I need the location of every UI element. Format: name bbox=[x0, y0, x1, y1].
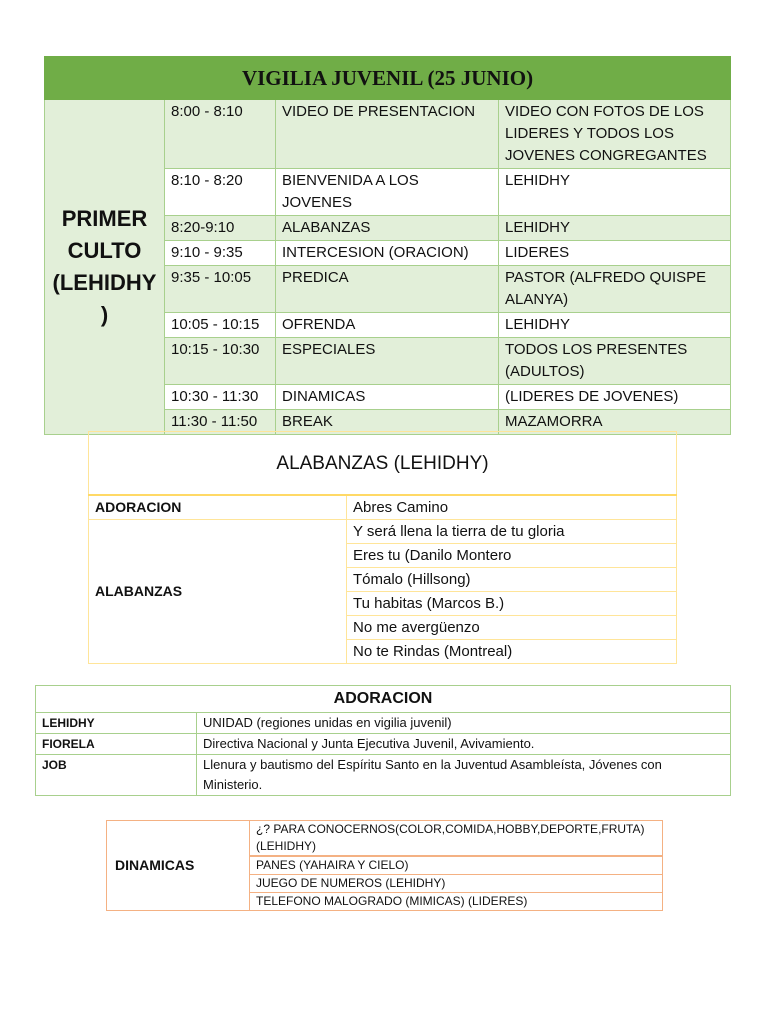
section-label-line: ) bbox=[100, 302, 109, 327]
program-title: VIGILIA JUVENIL (25 JUNIO) bbox=[45, 57, 731, 100]
responsible-cell: (LIDERES DE JOVENES) bbox=[499, 385, 731, 410]
song-cell: Tómalo (Hillsong) bbox=[347, 568, 677, 592]
song-cell: No te Rindas (Montreal) bbox=[347, 640, 677, 664]
theme-cell: UNIDAD (regiones unidas en vigilia juvenil) bbox=[197, 713, 731, 734]
activity-cell: BIENVENIDA A LOS JOVENES bbox=[276, 169, 499, 216]
leader-name: FIORELA bbox=[36, 734, 197, 755]
leader-name: JOB bbox=[36, 755, 197, 796]
time-cell: 10:30 - 11:30 bbox=[165, 385, 276, 410]
song-cell: Abres Camino bbox=[347, 495, 677, 520]
alabanzas-label: ALABANZAS bbox=[89, 520, 347, 664]
adoracion-title: ADORACION bbox=[36, 686, 731, 713]
time-cell: 8:00 - 8:10 bbox=[165, 100, 276, 169]
section-label bbox=[45, 100, 165, 435]
song-cell: Eres tu (Danilo Montero bbox=[347, 544, 677, 568]
activity-cell: BREAK bbox=[276, 410, 499, 435]
dinamica-item: JUEGO DE NUMEROS (LEHIDHY) bbox=[250, 875, 663, 893]
responsible-cell: VIDEO CON FOTOS DE LOS LIDERES Y TODOS LOS JOVENES CONGREGANTES bbox=[499, 100, 731, 169]
activity-cell: OFRENDA bbox=[276, 313, 499, 338]
activity-cell: PREDICA bbox=[276, 266, 499, 313]
program-table bbox=[44, 56, 731, 435]
leader-name: LEHIDHY bbox=[36, 713, 197, 734]
activity-cell: ESPECIALES bbox=[276, 338, 499, 385]
section-label-line: (LEHIDHY bbox=[52, 270, 157, 295]
time-cell: 9:35 - 10:05 bbox=[165, 266, 276, 313]
dinamica-item: ¿? PARA CONOCERNOS(COLOR,COMIDA,HOBBY,DEPORTE,FRUTA) (LEHIDHY) bbox=[250, 821, 663, 857]
theme-cell: Directiva Nacional y Junta Ejecutiva Juvenil, Avivamiento. bbox=[197, 734, 731, 755]
song-cell: No me avergüenzo bbox=[347, 616, 677, 640]
time-cell: 11:30 - 11:50 bbox=[165, 410, 276, 435]
table-row bbox=[36, 755, 731, 796]
dinamicas-label: DINAMICAS bbox=[107, 821, 250, 911]
activity-cell: VIDEO DE PRESENTACION bbox=[276, 100, 499, 169]
responsible-cell: LEHIDHY bbox=[499, 169, 731, 216]
time-cell: 9:10 - 9:35 bbox=[165, 241, 276, 266]
section-label-line: CULTO bbox=[67, 238, 142, 263]
adoracion-label: ADORACION bbox=[89, 495, 347, 520]
responsible-cell: TODOS LOS PRESENTES (ADULTOS) bbox=[499, 338, 731, 385]
alabanzas-table bbox=[88, 431, 677, 664]
time-cell: 10:15 - 10:30 bbox=[165, 338, 276, 385]
alabanzas-title: ALABANZAS (LEHIDHY) bbox=[89, 432, 677, 496]
theme-cell: Llenura y bautismo del Espíritu Santo en la Juventud Asambleísta, Jóvenes con Ministerio. bbox=[197, 755, 731, 796]
activity-cell: INTERCESION (ORACION) bbox=[276, 241, 499, 266]
song-cell: Y será llena la tierra de tu gloria bbox=[347, 520, 677, 544]
table-row bbox=[36, 713, 731, 734]
responsible-cell: LEHIDHY bbox=[499, 313, 731, 338]
responsible-cell: PASTOR (ALFREDO QUISPE ALANYA) bbox=[499, 266, 731, 313]
dinamicas-table bbox=[106, 820, 663, 911]
adoracion-table bbox=[35, 685, 731, 796]
dinamica-item: PANES (YAHAIRA Y CIELO) bbox=[250, 856, 663, 875]
song-cell: Tu habitas (Marcos B.) bbox=[347, 592, 677, 616]
activity-cell: ALABANZAS bbox=[276, 216, 499, 241]
time-cell: 8:20-9:10 bbox=[165, 216, 276, 241]
time-cell: 10:05 - 10:15 bbox=[165, 313, 276, 338]
time-cell: 8:10 - 8:20 bbox=[165, 169, 276, 216]
dinamica-item: TELEFONO MALOGRADO (MIMICAS) (LIDERES) bbox=[250, 893, 663, 911]
responsible-cell: LIDERES bbox=[499, 241, 731, 266]
table-row bbox=[36, 734, 731, 755]
section-label-line: PRIMER bbox=[61, 206, 148, 231]
activity-cell: DINAMICAS bbox=[276, 385, 499, 410]
responsible-cell: LEHIDHY bbox=[499, 216, 731, 241]
responsible-cell: MAZAMORRA bbox=[499, 410, 731, 435]
